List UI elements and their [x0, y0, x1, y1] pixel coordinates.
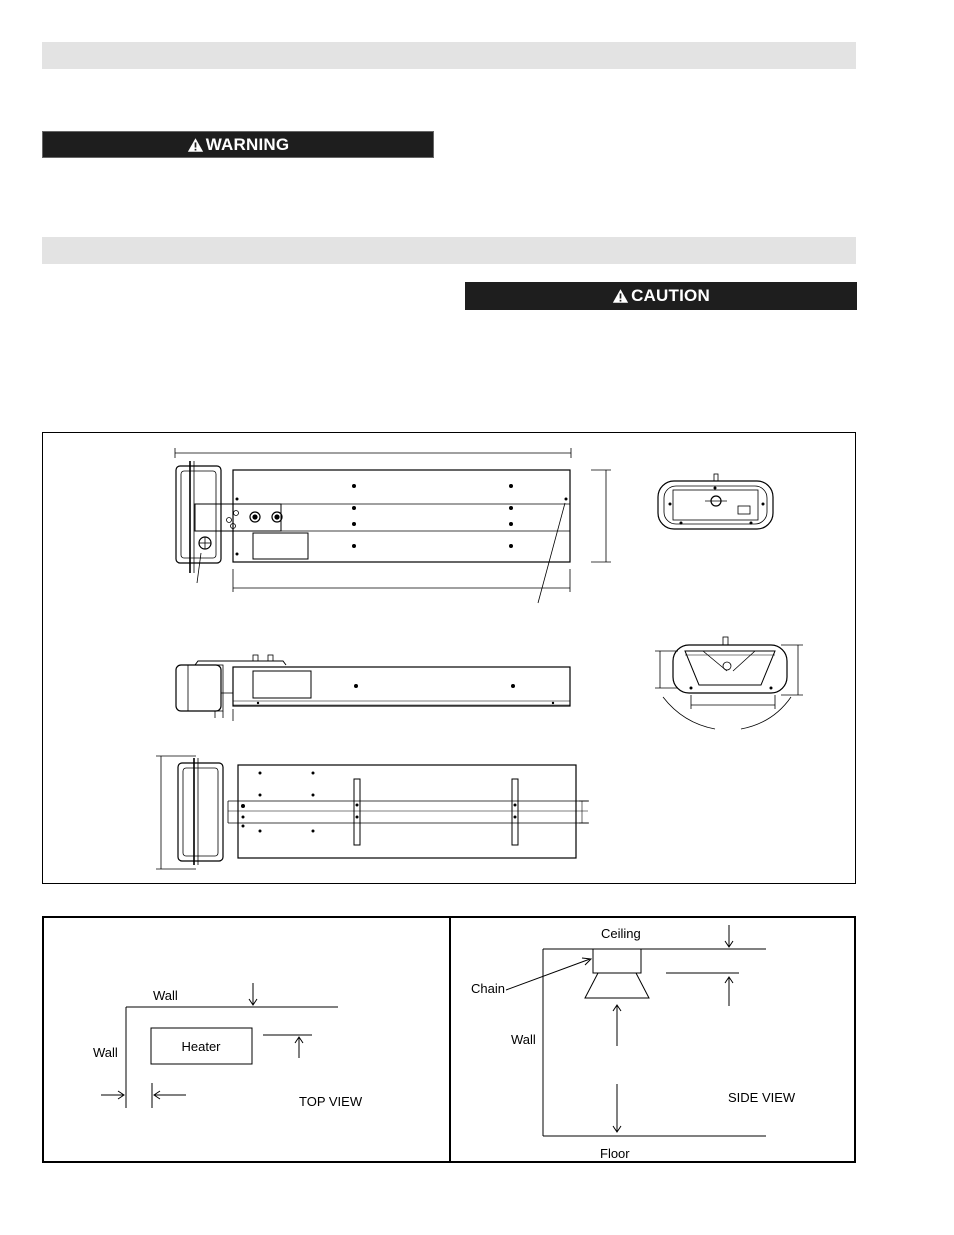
chain-label: Chain	[471, 981, 505, 996]
tilt-view-drawing	[655, 637, 803, 729]
caution-label: CAUTION	[631, 286, 710, 305]
clearance-figure	[42, 916, 856, 1163]
heater-dimension-drawings	[43, 433, 857, 885]
top-view-wall-left-label: Wall	[93, 1045, 118, 1060]
bottom-drawing	[156, 756, 589, 869]
floor-label: Floor	[600, 1146, 630, 1161]
caution-triangle-icon	[612, 288, 629, 304]
section-header-bar-2	[42, 237, 856, 264]
top-view-wall-top-label: Wall	[153, 988, 178, 1003]
top-drawing	[175, 448, 611, 603]
caution-banner	[465, 282, 857, 310]
clearance-diagrams	[44, 918, 854, 1161]
top-view-caption: TOP VIEW	[299, 1094, 363, 1109]
warning-triangle-icon	[187, 137, 204, 153]
side-view-wall-label: Wall	[511, 1032, 536, 1047]
end-view-drawing	[658, 474, 773, 529]
heater-label: Heater	[181, 1039, 221, 1054]
dimensions-figure	[42, 432, 856, 884]
warning-banner	[42, 131, 434, 158]
side-view-caption: SIDE VIEW	[728, 1090, 796, 1105]
middle-drawing	[176, 655, 570, 721]
warning-label: WARNING	[205, 134, 290, 154]
section-header-bar-1	[42, 42, 856, 69]
ceiling-label: Ceiling	[601, 926, 641, 941]
